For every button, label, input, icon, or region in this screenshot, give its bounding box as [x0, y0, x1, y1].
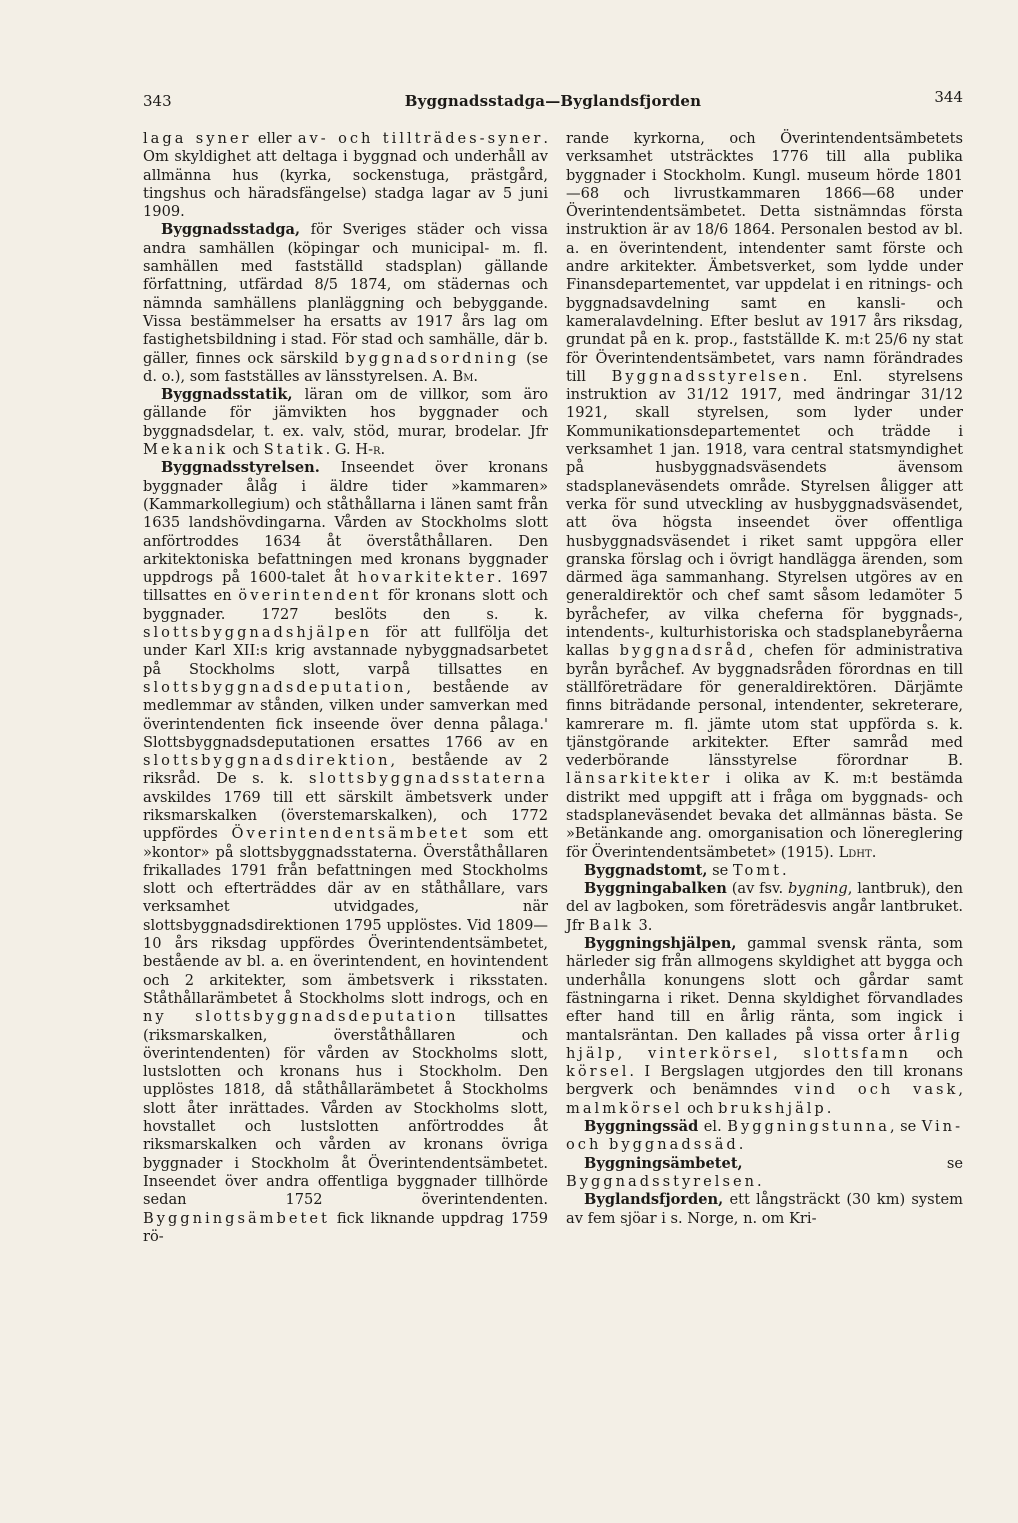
text-run: , bestående av medlemmar av stånden, vilken under samverkan med överintendenten fick inseende över denna pålaga.' Slottsbyggnadsdeputationen ersattes 1766 av en: [143, 678, 548, 751]
paragraph: [143, 459, 548, 1246]
text-run: länsarkitekter: [566, 770, 713, 788]
text-run: , chefen för administrativa byrån byråchef. Av byggnadsråden förordnas en till ställföreträdare för generaldirektören. Därjämte finns biträdande personal, intendenter, sekreterare, kamrerare m. fl. jämte utom stat uppförda s. k. tjänstgörande arkitekter. Efter samråd med vederbörande länsstyrelse förordnar B.: [566, 642, 963, 770]
text-run: brukshjälp: [718, 1099, 827, 1117]
entry-headword: Byggnadsstatik,: [161, 386, 293, 404]
text-run: laga syner: [143, 130, 252, 147]
entry-headword: Byglandsfjorden,: [584, 1191, 724, 1209]
paragraph: [143, 130, 548, 221]
author-signature: A. Bm.: [432, 367, 479, 385]
running-title: Byggnadsstadga—Byglandsfjorden: [404, 92, 702, 110]
text-run: , se: [889, 1118, 922, 1136]
entry-headword: Byggnadsstyrelsen.: [161, 459, 320, 477]
text-run: byggnadsråd: [619, 642, 749, 660]
text-run: bygning: [788, 880, 848, 898]
text-run: Överintendentsämbetet: [231, 825, 470, 843]
entry-headword: Byggningshjälpen,: [584, 935, 737, 953]
paragraph: [566, 130, 963, 862]
text-run: . Enl. styrelsens instruktion av 31/12 1917, med ändringar 31/12 1921, skall styrelsen, som lyder under Kommunikationsdepartementet och trädde i verksamhet 1 jan. 1918, vara central statsmyndighet på husbyggnadsväsendets ävensom stadsplaneväsendets område. Styrelsen åligger att verka för sund utveckling av husbyggnadsväsendet, att öva högsta inseendet över offentliga husbyggnadsväsendet i riket samt uppgöra eller granska förslag och i övrigt handlägga ärenden, som därmed äga sammanhang. Styrelsen utgöres av en generaldirektör och chef samt såsom ledamöter 5 byråchefer, av vilka cheferna för byggnads-, intendents-, kulturhistoriska och stadsplanebyråerna kallas: [566, 367, 964, 660]
text-run: ny slottsbyggnadsdeputation: [143, 1008, 459, 1026]
paragraph: [566, 880, 963, 935]
text-run: Vin- och byggnadssäd: [566, 1118, 963, 1154]
text-run: årlig hjälp: [566, 1026, 963, 1062]
text-run: Byggningstunna: [727, 1118, 890, 1136]
text-run: Tomt: [732, 861, 782, 879]
text-run: gammal svensk ränta, som härleder sig från allmogens skyldighet att bygga och underhålla konungens slott och gårdar samt fästningarna i riket. Denna skyldighet förvandlades efter hand till en årlig ränta, som ingick i mantalsräntan. Den kallades på vissa orter: [566, 935, 963, 1044]
text-run: Statik: [263, 441, 326, 459]
text-run: Balk: [588, 916, 634, 934]
entry-headword: Byggningsämbetet,: [584, 1154, 743, 1172]
paragraph: [566, 1191, 963, 1228]
text-run: .: [325, 441, 335, 459]
right-column: [566, 130, 963, 1228]
text-run: Byggningsämbetet: [143, 1209, 330, 1227]
entry-headword: Byggnadstomt,: [584, 861, 708, 879]
text-run: fick liknande uppdrag 1759 rö-: [143, 1209, 548, 1245]
text-run: el.: [698, 1118, 728, 1136]
text-run: , bestående av 2 riksråd. De s. k.: [143, 752, 548, 788]
text-run: (se d. o.), som fastställes av länsstyrelsen.: [143, 349, 548, 385]
text-run: tillsattes (riksmarskalken, överståthållaren och överintendenten) för vården av Stockholms slott, lustslotten och kronans hus i Stockholm. Den upplöstes 1818, då ståthållarämbetet å Stockholms slott åter inrättades. Vården av Stockholms slott, hovstallet och lustslotten anförtroddes åt riksmarskalken och vården av kronans övriga byggnader i Stockholm åt Överintendentsämbetet. Inseendet över andra offentliga byggnader tillhörde sedan 1752 överintendenten.: [143, 1008, 548, 1209]
author-signature: Ldht.: [838, 843, 877, 861]
text-run: , lantbruk), den del av lagboken, som företrädesvis angår lantbruket. Jfr: [566, 880, 963, 934]
text-run: .: [738, 1136, 744, 1154]
text-run: slottsbyggnadsdirektion: [143, 752, 391, 770]
text-run: och: [228, 441, 264, 459]
text-run: .: [757, 1172, 762, 1190]
text-run: malmkörsel: [566, 1099, 683, 1117]
paragraph: [143, 221, 548, 386]
text-run: av- och tillträdes-syner: [297, 130, 544, 147]
paragraph: [566, 862, 963, 880]
text-run: . Om skyldighet att deltaga i byggnad och underhåll av allmänna hus (kyrka, sockenstuga, prästgård, tingshus och häradsfängelse) stadga lagar av 5 juni 1909.: [143, 130, 548, 221]
paragraph: [566, 935, 963, 1118]
text-run: som ett »kontor» på slottsbyggnadsstaterna. Överståthållaren frikallades 1791 från befattningen med Stockholms slott och efterträddes där av en ståthållare, vars verksamhet utvidgades, när slottsbyggnadsdirektionen 1795 upplöstes. Vid 1809—10 års riksdag uppfördes Överintendentsämbetet, bestående av bl. a. en överintendent, en hovintendent och 2 arkitekter, som ämbetsverk i riksstaten. Ståthållarämbetet å Stockholms slott indrogs, och en: [143, 825, 548, 1007]
text-run: i olika av K. m:t bestämda distrikt med uppgift att i fråga om byggnads- och stadsplaneväsendet bevaka det allmännas bästa. Se »Betänkande ang. omorganisation och lönereglering för Överintendentsämbetet» (1915).: [566, 770, 963, 861]
text-run: för Sveriges städer och vissa andra samhällen (köpingar och municipal- m. fl. samhällen med fastställd stadsplan) gällande författning, utfärdad 8/5 1874, om städernas och nämnda samhällens planläggning och bebyggande. Vissa bestämmelser ha ersatts av 1917 års lag om fastighetsbildning i stad. För stad och samhälle, där b. gäller, finnes ock särskild: [143, 221, 548, 367]
text-run: (av fsv.: [726, 880, 789, 898]
entry-headword: Byggningabalken: [584, 880, 727, 898]
text-run: för att fullfölja det under Karl XII:s krig avstannade nybyggnadsarbetet på Stockholms slott, varpå tillsattes en: [143, 624, 548, 678]
text-run: Inseendet över kronans byggnader ålåg i äldre tider »kammaren» (Kammarkollegium) och ståthållarna i länen samt från 1635 landshövdingarna. Vården av Stockholms slott anförtroddes 1634 åt överståthållaren. Den arkitektoniska befattningen med kronans byggnader uppdrogs på 1600-talet åt: [143, 459, 548, 587]
text-run: .: [781, 861, 787, 879]
text-run: Byggnadsstyrelsen: [611, 367, 803, 385]
text-run: se: [707, 861, 733, 879]
text-run: slottsbyggnadsdeputation: [143, 678, 407, 696]
text-run: . 1697 tillsattes en: [143, 569, 548, 605]
text-run: .: [826, 1099, 832, 1117]
text-run: se: [742, 1154, 963, 1172]
entry-headword: Byggnadsstadga,: [161, 221, 301, 239]
text-run: och: [910, 1044, 963, 1062]
text-run: slottsfamn: [803, 1044, 911, 1062]
paragraph: [566, 1155, 963, 1192]
text-run: ,: [617, 1044, 648, 1062]
text-run: byggnadsordning: [345, 349, 520, 367]
text-run: 3.: [633, 916, 653, 934]
text-run: . I Bergslagen utgjordes den till kronans bergverk och benämndes: [566, 1063, 963, 1099]
text-run: slottsbyggnadshjälpen: [143, 624, 373, 642]
page-number-left: 343: [143, 92, 172, 110]
page-number-right: 344: [934, 88, 963, 106]
paragraph: [143, 386, 548, 459]
text-run: ,: [773, 1044, 804, 1062]
paragraph: [566, 1118, 963, 1155]
text-run: överintendent: [238, 587, 382, 605]
text-run: och: [682, 1099, 719, 1117]
entry-headword: Byggningssäd: [584, 1118, 699, 1136]
text-run: vinterkörsel: [647, 1044, 774, 1062]
left-column: [143, 130, 548, 1246]
text-run: slottsbyggnadsstaterna: [309, 770, 548, 788]
text-run: rande kyrkorna, och Överintendentsämbetets verksamhet utsträcktes 1776 till alla publika byggnader i Stockholm. Kungl. museum hörde 1801—68 och livrustkammaren 1866—68 under Överintendentsämbetet. Detta sistnämndas första instruktion är av 18/6 1864. Personalen bestod av bl. a. en överintendent, intendenter samt förste och andre arkitekter. Ämbetsverket, som lydde under Finansdepartementet, var uppdelat i en ritnings- och byggnadsavdelning samt en kansli- och kameralavdelning. Efter beslut av 1917 års riksdag, grundat på en k. prop., fastställde K. m:t 25/6 ny stat för Överintendentsämbetet, vars namn förändrades till: [566, 130, 963, 385]
text-run: ,: [958, 1081, 963, 1099]
text-run: eller: [251, 130, 298, 147]
text-run: ett långsträckt (30 km) system av fem sjöar i s. Norge, n. om Kri-: [566, 1191, 963, 1227]
text-run: Mekanik: [143, 441, 229, 459]
text-run: hovarkitekter: [357, 569, 498, 587]
text-run: läran om de villkor, som äro gällande för jämvikten hos byggnader och byggnadsdelar, t. ex. valv, stöd, murar, brodelar. Jfr: [143, 386, 548, 440]
text-run: Byggnadsstyrelsen: [566, 1172, 757, 1190]
author-signature: G. H-r.: [334, 441, 386, 459]
text-run: vind och vask: [794, 1081, 959, 1099]
running-header: [143, 88, 963, 114]
text-run: för kronans slott och byggnader. 1727 beslöts den s. k.: [143, 587, 548, 623]
text-run: avskildes 1769 till ett särskilt ämbetsverk under riksmarskalken (överstemarskalken), och 1772 uppfördes: [143, 788, 548, 843]
text-run: körsel: [566, 1063, 630, 1081]
